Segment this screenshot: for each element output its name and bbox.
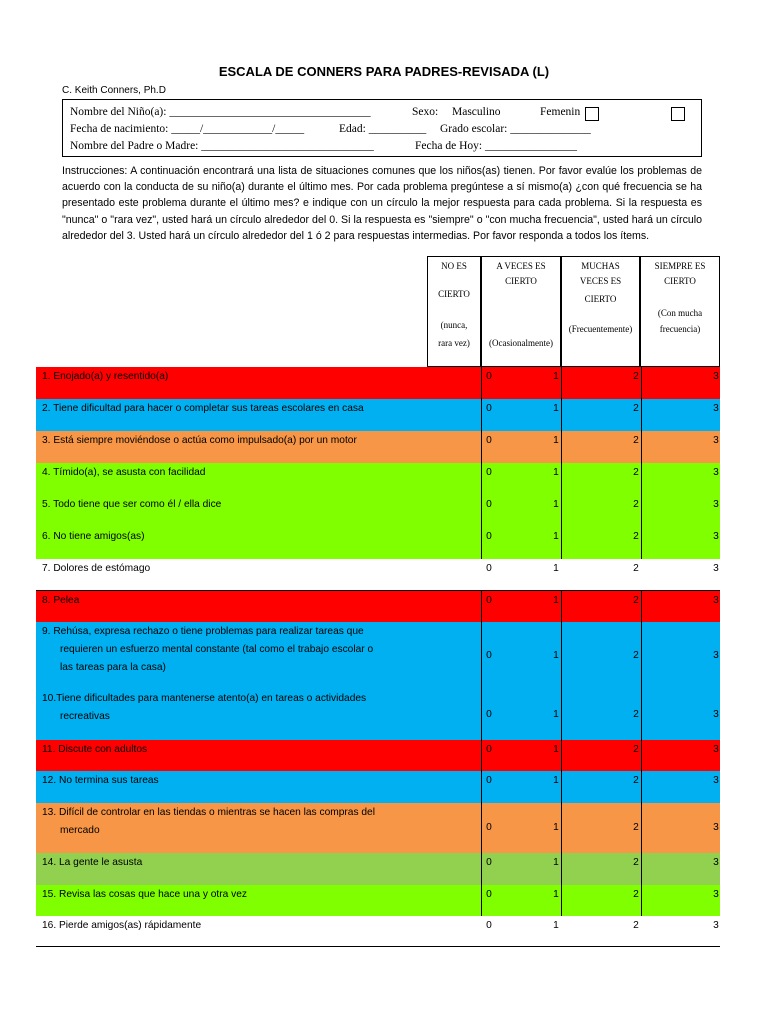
column-header-text: (Frecuentemente) [568,324,633,334]
score-option-1[interactable]: 1 [553,595,559,606]
item-label-line: requieren un esfuerzo mental constante (tal como el trabajo escolar o [60,644,374,655]
item-label-line: 7. Dolores de estómago [42,563,151,574]
score-option-1[interactable]: 1 [553,435,559,446]
row-grid-line [561,771,562,803]
row-grid-line [561,495,562,527]
table-row [36,463,720,495]
page-title: ESCALA DE CONNERS PARA PADRES-REVISADA (L) [218,64,550,79]
score-option-2[interactable]: 2 [633,403,639,414]
score-option-1[interactable]: 1 [553,857,559,868]
table-row [36,431,720,463]
row-grid-line [561,463,562,495]
score-option-0[interactable]: 0 [486,822,492,833]
score-option-3[interactable]: 3 [713,403,719,414]
item-label [42,368,426,386]
score-option-2[interactable]: 2 [633,889,639,900]
item-label-line: 9. Rehúsa, expresa rechazo o tiene problemas para realizar tareas que [42,626,364,637]
item-label-line: 8. Pelea [42,595,80,606]
row-grid-line [561,622,562,689]
row-grid-line [641,885,642,916]
item-label-line: 12. No termina sus tareas [42,775,159,786]
score-option-1[interactable]: 1 [553,531,559,542]
item-label [42,690,426,726]
item-label [42,528,426,546]
score-option-3[interactable]: 3 [713,650,719,661]
table-row [36,622,720,689]
row-grid-line [481,803,482,853]
score-option-1[interactable]: 1 [553,499,559,510]
table-row [36,689,720,740]
row-grid-line [641,367,642,399]
item-label-line: mercado [60,825,100,836]
score-option-2[interactable]: 2 [633,467,639,478]
row-grid-line [561,740,562,771]
score-option-3[interactable]: 3 [713,467,719,478]
score-option-3[interactable]: 3 [713,744,719,755]
item-label [42,464,426,482]
score-option-3[interactable]: 3 [713,920,719,931]
score-option-3[interactable]: 3 [713,709,719,720]
female-label: Femenin [540,106,581,118]
score-option-2[interactable]: 2 [633,531,639,542]
score-option-3[interactable]: 3 [713,775,719,786]
row-grid-line [481,495,482,527]
score-option-2[interactable]: 2 [633,822,639,833]
table-row [36,527,720,559]
column-header-text: MUCHAS [581,261,620,271]
score-option-1[interactable]: 1 [553,650,559,661]
column-header-text: CIERTO [664,276,696,286]
item-label [42,432,426,450]
score-option-1[interactable]: 1 [553,889,559,900]
row-grid-line [561,399,562,431]
row-grid-line [641,495,642,527]
table-row [36,559,720,591]
table-row [36,803,720,853]
score-option-3[interactable]: 3 [713,889,719,900]
item-label-line: 5. Todo tiene que ser como él / ella dice [42,499,222,510]
score-option-2[interactable]: 2 [633,650,639,661]
score-option-0[interactable]: 0 [486,531,492,542]
score-option-3[interactable]: 3 [713,857,719,868]
item-label [42,886,426,904]
row-grid-line [481,885,482,916]
score-option-1[interactable]: 1 [553,775,559,786]
author: C. Keith Conners, Ph.D [62,85,166,96]
score-option-3[interactable]: 3 [713,371,719,382]
item-label [42,560,426,578]
item-label-line: recreativas [60,711,110,722]
score-option-1[interactable]: 1 [553,744,559,755]
row-grid-line [481,771,482,803]
row-grid-line [641,431,642,463]
score-option-0[interactable]: 0 [486,595,492,606]
patient-info-box [62,99,702,157]
score-option-1[interactable]: 1 [553,709,559,720]
score-option-2[interactable]: 2 [633,920,639,931]
score-option-0[interactable]: 0 [486,499,492,510]
column-header-text: (Con mucha [657,308,703,318]
birth-date-field[interactable]: Fecha de nacimiento: _____/____________/_____ [70,123,305,135]
score-option-2[interactable]: 2 [633,499,639,510]
score-option-2[interactable]: 2 [633,371,639,382]
column-header-text: CIERTO [438,289,470,299]
table-row [36,885,720,916]
grade-field[interactable]: Grado escolar: ______________ [440,123,591,135]
item-label-line: 11. Discute con adultos [42,744,148,755]
score-option-3[interactable]: 3 [713,531,719,542]
score-option-0[interactable]: 0 [486,775,492,786]
row-grid-line [481,689,482,740]
score-option-0[interactable]: 0 [486,563,492,574]
table-row [36,399,720,431]
column-header-0 [427,256,481,367]
score-option-2[interactable]: 2 [633,435,639,446]
row-grid-line [481,399,482,431]
sex-label: Sexo: [412,106,439,118]
column-header-text: VECES ES [579,276,622,286]
row-grid-line [561,591,562,622]
column-header-text: NO ES [441,261,467,271]
item-label [42,496,426,514]
row-grid-line [641,771,642,803]
item-label-line: 16. Pierde amigos(as) rápidamente [42,920,202,931]
row-grid-line [561,527,562,559]
item-label-line: 4. Tímido(a), se asusta con facilidad [42,467,206,478]
score-option-0[interactable]: 0 [486,435,492,446]
row-grid-line [481,463,482,495]
score-option-3[interactable]: 3 [713,563,719,574]
item-label-line: 13. Difícil de controlar en las tiendas o mientras se hacen las compras del [42,807,375,818]
score-option-0[interactable]: 0 [486,403,492,414]
row-grid-line [481,622,482,689]
score-option-2[interactable]: 2 [633,709,639,720]
row-grid-line [641,399,642,431]
score-option-3[interactable]: 3 [713,499,719,510]
row-grid-line [641,591,642,622]
item-label-line: 1. Enojado(a) y resentido(a) [42,371,169,382]
score-option-0[interactable]: 0 [486,709,492,720]
row-grid-line [641,527,642,559]
table-bottom-line [36,946,720,947]
today-date-field[interactable]: Fecha de Hoy: ________________ [415,140,577,152]
score-option-0[interactable]: 0 [486,920,492,931]
extra-checkbox[interactable] [671,107,685,121]
item-label-line: 2. Tiene dificultad para hacer o completar sus tareas escolares en casa [42,403,364,414]
column-header-text: (Ocasionalmente) [489,338,553,348]
score-option-2[interactable]: 2 [633,775,639,786]
score-option-3[interactable]: 3 [713,435,719,446]
score-option-2[interactable]: 2 [633,563,639,574]
column-header-1 [481,256,561,367]
item-label-line: 10.Tiene dificultades para mantenerse atento(a) en tareas o actividades [42,693,367,704]
score-option-0[interactable]: 0 [486,857,492,868]
row-grid-line [641,463,642,495]
row-grid-line [561,803,562,853]
table-row [36,916,720,947]
score-option-0[interactable]: 0 [486,650,492,661]
row-grid-line [481,431,482,463]
item-label-line: 14. La gente le asusta [42,857,143,868]
row-grid-line [481,367,482,399]
row-grid-line [481,853,482,885]
row-grid-line [561,853,562,885]
table-row [36,367,720,399]
age-field[interactable]: Edad: __________ [339,123,427,135]
item-label [42,804,426,840]
score-option-2[interactable]: 2 [633,857,639,868]
row-grid-line [561,885,562,916]
score-option-1[interactable]: 1 [553,563,559,574]
table-row [36,591,720,622]
column-header-text: (nunca, [440,320,468,330]
parent-name-field[interactable]: Nombre del Padre o Madre: ______________________________ [70,140,374,152]
row-grid-line [481,591,482,622]
score-option-1[interactable]: 1 [553,920,559,931]
column-header-3 [640,256,720,367]
row-grid-line [561,431,562,463]
column-header-text: CIERTO [505,276,537,286]
score-option-1[interactable]: 1 [553,371,559,382]
female-checkbox[interactable] [585,107,599,121]
score-option-0[interactable]: 0 [486,467,492,478]
item-label-line: 3. Está siempre moviéndose o actúa como impulsado(a) por un motor [42,435,357,446]
item-label [42,623,426,677]
male-label: Masculino [452,106,501,118]
item-label [42,772,426,790]
column-header-text: A VECES ES [496,261,546,271]
row-grid-line [561,367,562,399]
row-grid-line [641,622,642,689]
table-row [36,771,720,803]
score-option-0[interactable]: 0 [486,371,492,382]
column-header-text: CIERTO [584,294,617,304]
row-grid-line [561,689,562,740]
table-row [36,853,720,885]
child-name-field[interactable]: Nombre del Niño(a): ___________________________________ [70,106,371,118]
column-header-text: SIEMPRE ES [654,261,706,271]
score-option-2[interactable]: 2 [633,744,639,755]
score-option-1[interactable]: 1 [553,403,559,414]
item-label-line: 15. Revisa las cosas que hace una y otra vez [42,889,247,900]
table-row [36,740,720,771]
column-header-text: frecuencia) [659,324,701,334]
column-header-text: rara vez) [438,338,470,348]
item-label [42,400,426,418]
item-label [42,917,426,935]
table-row [36,495,720,527]
score-option-1[interactable]: 1 [553,822,559,833]
score-option-0[interactable]: 0 [486,744,492,755]
row-grid-line [641,803,642,853]
score-option-0[interactable]: 0 [486,889,492,900]
score-option-3[interactable]: 3 [713,822,719,833]
row-grid-line [481,740,482,771]
column-header-2 [561,256,640,367]
row-grid-line [481,527,482,559]
row-grid-line [641,689,642,740]
item-label-line: 6. No tiene amigos(as) [42,531,145,542]
item-label-line: las tareas para la casa) [60,662,166,673]
score-option-2[interactable]: 2 [633,595,639,606]
score-option-1[interactable]: 1 [553,467,559,478]
score-option-3[interactable]: 3 [713,595,719,606]
item-label [42,741,426,759]
item-label [42,854,426,872]
instructions: Instrucciones: A continuación encontrará una lista de situaciones comunes que los niños(as) tienen. Por favor evalúe los problemas de acuerdo con la conducta de su niño(a) durante el último mes. Por cada problema pregúntese a sí mismo(a) ¿con qué frecuencia se ha presentado este problema durante el último mes? e indique con un círculo la mejor respuesta para cada problema. Si la respuesta es "nunca" o "rara vez", usted hará un círculo alrededor del 0. Si la respuesta es "siempre" o "con mucha frecuencia", usted hará un círculo alrededor del 3. Usted hará un círculo alrededor del 1 ó 2 para respuestas intermedias. Por favor responda a todos los ítems. [62,165,702,242]
row-grid-line [641,853,642,885]
item-label [42,592,426,610]
row-grid-line [641,740,642,771]
